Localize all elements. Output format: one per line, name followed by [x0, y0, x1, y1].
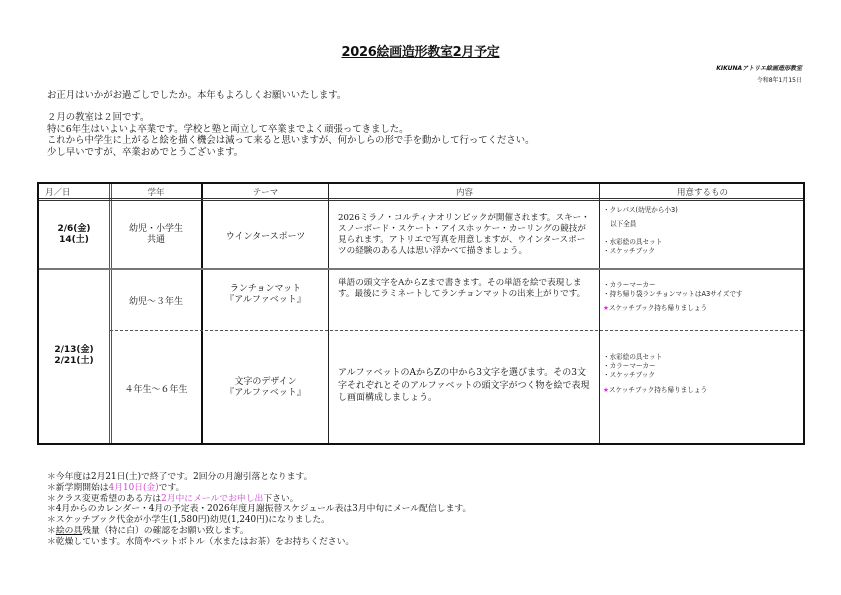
header-theme: テーマ — [252, 187, 279, 198]
item: ・水彩絵の具セット — [603, 353, 663, 361]
note-line: ＊今年度は2月21日(土)で終了です。2回分の月謝引落となります。 — [47, 472, 313, 482]
star-icon: ★ — [603, 304, 609, 312]
intro-line: 少し早いですが、卒業おめでとうございます。 — [47, 146, 244, 158]
intro-text — [47, 90, 535, 158]
header-items: 用意するもの — [676, 187, 728, 198]
note-line: ＊乾燥しています。水筒やペットボトル（水またはお茶）をお持ちください。 — [47, 536, 355, 547]
item: ・カラーマーカー — [603, 362, 656, 370]
date-line: 2/21(土) — [54, 356, 94, 366]
theme-line: 『アルファベット』 — [225, 388, 306, 398]
note-line: ＊スケッチブック代金が小学生(1,580円)幼児(1,240円)になりました。 — [47, 515, 330, 526]
item: ・持ち帰り袋ランチョンマットはA3サイズです — [603, 290, 743, 298]
note-line: ＊絵の具残量（特に白）の確認をお願い致します。 — [47, 525, 249, 536]
theme-line: 文字のデザイン — [234, 377, 297, 387]
issue-date: 令和8年1月15日 — [756, 77, 802, 84]
note-line: ＊4月からのカレンダー・4月の予定表・2026年度月謝振替スケジュール表は3月中旬にメール配信します。 — [47, 504, 472, 515]
row2a-items — [600, 270, 805, 330]
highlight-date: 4月10日(金) — [108, 482, 159, 493]
star-icon: ★ — [603, 386, 609, 394]
intro-line: ２月の教室は２回です。 — [47, 112, 150, 124]
header-content: 内容 — [455, 187, 473, 198]
row1-theme: ウインタースポーツ — [225, 231, 306, 242]
greeting: お正月はいかがお過ごしでしたか。本年もよろしくお願いいたします。 — [47, 90, 347, 101]
item: ・スケッチブック — [603, 371, 655, 379]
note-line: ＊新学期開始は4月10日(金)です。 — [47, 482, 185, 493]
row1-dates — [39, 202, 109, 268]
item: ・水彩絵の具セット — [603, 238, 663, 246]
highlight-text: 2月中にメールでお申し出 — [161, 493, 264, 504]
notes — [47, 472, 471, 548]
item: ・スケッチブック — [603, 247, 655, 255]
item: ・カラーマーカー — [603, 281, 656, 289]
item-note: ★スケッチブック持ち帰りましょう — [603, 386, 708, 394]
divider — [328, 184, 329, 443]
row2a-grade: 幼児～３年生 — [128, 296, 183, 307]
row2b-items — [600, 331, 805, 445]
theme-line: ランチョンマット — [229, 284, 302, 294]
date-line: 2/13(金) — [54, 345, 94, 355]
theme-line: 『アルファベット』 — [225, 295, 306, 305]
row2a-content: 単語の頭文字をAからZまで書きます。その単語を絵で表現します。最後にラミネートしてランチョンマットの出来上がりです。 — [338, 278, 586, 299]
page-title: 2026絵画造形教室2月予定 — [341, 45, 500, 60]
grade-line: 共通 — [146, 235, 165, 245]
organization-name: KIKUNAアトリエ絵画造形教室 — [716, 65, 802, 72]
intro-line: これから中学生に上がると絵を描く機会は減って来ると思いますが、何かしらの形で手を動かして行ってください。 — [47, 135, 535, 147]
header-date: 月／日 — [45, 187, 71, 198]
item-note: 以下全員 — [610, 220, 637, 228]
row1-content: 2026ミラノ・コルティナオリンピックが開催されます。スキー・スノーボード・スケート・アイスホッケー・カーリングの競技が見られます。アトリエで写真を用意しますが、ウインタースポーツの経験のある人は思い浮かべて描きましょう。 — [338, 213, 590, 256]
grade-line: 幼児・小学生 — [128, 224, 183, 234]
date-line: 2/6(金) — [57, 224, 91, 234]
item-note: ★スケッチブック持ち帰りましょう — [603, 304, 708, 312]
row2b-theme — [203, 331, 328, 445]
row2-dates — [39, 270, 109, 445]
row1-items — [600, 202, 805, 268]
row1-grade — [111, 202, 201, 268]
date-line: 14(土) — [59, 235, 89, 245]
item: ・クレパス(幼児から小3) — [603, 206, 678, 214]
row2b-content: アルファベットのAからZの中から3文字を選びます。その3文字それぞれとそのアルファベットの頭文字がつく物を絵で表現し画面構成しましょう。 — [338, 368, 590, 404]
header-grade: 学年 — [147, 187, 165, 198]
row2a-theme — [203, 270, 328, 320]
row2b-grade: ４年生～６年生 — [124, 384, 188, 395]
note-line: ＊クラス変更希望のある方は2月中にメールでお申し出下さい。 — [47, 493, 299, 504]
intro-line: 特に6年生はいよいよ卒業です。学校と塾と両立して卒業までよく頑張ってきました。 — [47, 123, 409, 135]
schedule-table — [37, 182, 805, 445]
